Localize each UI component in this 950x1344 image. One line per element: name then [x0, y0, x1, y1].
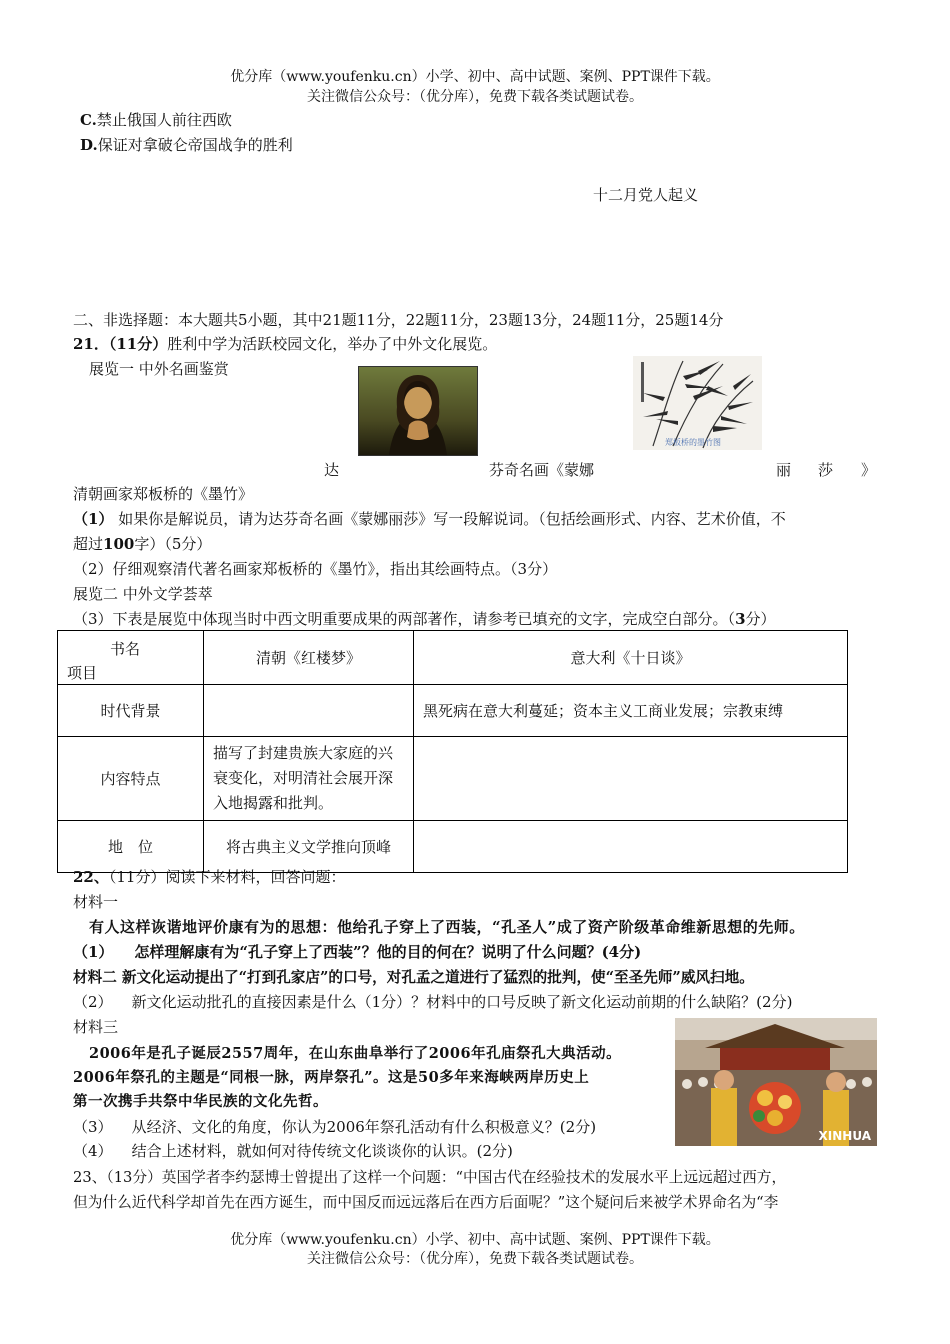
option-d — [80, 134, 293, 155]
q23-line2: 但为什么近代科学却首先在西方诞生，而中国反而远远落后在西方后面呢？”这个疑问后来被学术界命名为“李 — [73, 1194, 779, 1211]
row-cell-honglou: 描写了封建贵族大家庭的兴衰变化，对明清社会展开深入地揭露和批判。 — [204, 737, 414, 821]
q22-sub4-text: 结合上述材料，就如何对待传统文化谈谈你的认识。(2分) — [131, 1142, 513, 1160]
q21-sub1-cont-a: 超过 — [73, 535, 104, 553]
december-uprising-label: 十二月党人起义 — [593, 186, 699, 204]
q21-stem-text: 胜利中学为活跃校园文化，举办了中外文化展览。 — [167, 335, 498, 353]
page-footer-line2: 关注微信公众号：（优分库），免费下载各类试题试卷。 — [307, 1251, 643, 1267]
table-row — [58, 737, 848, 821]
row-label: 时代背景 — [58, 685, 204, 737]
q22-sub3-number: （3） — [73, 1118, 113, 1136]
row-cell-decameron: 黑死病在意大利蔓延；资本主义工商业发展；宗教束缚 — [414, 685, 848, 737]
q21-sub1-cont — [73, 533, 211, 554]
q21-sub1-number: （1） — [73, 510, 114, 528]
section-heading: 二、非选择题：本大题共5小题，其中21题11分，22题11分，23题13分，24题11分，25题14分 — [73, 311, 724, 329]
material-2-text: 材料二 新文化运动提出了“打到孔家店”的口号，对孔孟之道进行了猛烈的批判，使“至圣先师”威风扫地。 — [73, 969, 754, 986]
mona-lisa-image — [358, 366, 478, 456]
q21-number: 21． — [73, 335, 109, 353]
q21-sub1-text: 如果你是解说员，请为达芬奇名画《蒙娜丽莎》写一段解说词。（包括绘画形式、内容、艺术价值，不 — [118, 510, 786, 528]
caption-bamboo: 清朝画家郑板桥的《墨竹》 — [73, 485, 254, 503]
caption-li: 丽 — [776, 461, 792, 479]
header-decameron: 意大利《十日谈》 — [414, 631, 848, 685]
exhibition-1-title: 展览一 中外名画鉴赏 — [89, 360, 229, 378]
literature-table — [57, 630, 848, 873]
table-row — [58, 821, 848, 873]
corner-bottom-label: 项目 — [67, 663, 98, 682]
row-cell-honglou: 将古典主义文学推向顶峰 — [204, 821, 414, 873]
option-d-text: 保证对拿破仑帝国战争的胜利 — [97, 136, 293, 154]
q22-number: 22、 — [73, 868, 109, 886]
q22-sub4 — [73, 1140, 513, 1161]
q21-sub1 — [73, 508, 786, 529]
material-3-line3: 第一次携手共祭中华民族的文化先哲。 — [73, 1093, 328, 1110]
caption-da: 达 — [324, 461, 340, 479]
q21-sub1-cont-c: 字）（5分） — [134, 535, 212, 553]
q21-sub1-cont-b: 100 — [103, 535, 135, 553]
q22-sub2-text: 新文化运动批孔的直接因素是什么（1分）？材料中的口号反映了新文化运动前期的什么缺陷？(2分) — [131, 993, 793, 1011]
page-footer-line1: 优分库（www.youfenku.cn）小学、初中、高中试题、案例、PPT课件下载。 — [230, 1232, 720, 1248]
material-1-text: 有人这样诙谐地评价康有为的思想：他给孔子穿上了西装，“孔圣人”成了资产阶级革命维新思想的先师。 — [89, 918, 805, 936]
q22-sub3 — [73, 1116, 596, 1137]
exhibition-2-title: 展览二 中外文学荟萃 — [73, 585, 213, 603]
caption-end: 》 — [861, 461, 877, 479]
q22-heading-text: （11分）阅读下来材料，回答问题： — [108, 868, 346, 886]
row-cell-honglou — [204, 685, 414, 737]
row-cell-decameron — [414, 737, 848, 821]
bamboo-caption: 郑板桥的墨竹图 — [665, 438, 721, 447]
q21-stem — [73, 333, 497, 354]
q22-sub3-text: 从经济、文化的角度，你认为2006年祭孔活动有什么积极意义？(2分) — [131, 1118, 597, 1136]
q22-sub2 — [73, 991, 792, 1012]
option-c — [80, 109, 232, 130]
row-label: 地 位 — [58, 821, 204, 873]
q21-sub2: （2）仔细观察清代著名画家郑板桥的《墨竹》，指出其绘画特点。（3分） — [73, 560, 558, 578]
q22-sub1-number: （1） — [73, 943, 114, 961]
row-cell-decameron — [414, 821, 848, 873]
caption-mona-lisa: 芬奇名画《蒙娜 — [489, 461, 595, 479]
option-c-label: C. — [80, 111, 97, 129]
corner-top-label: 书名 — [110, 639, 141, 658]
option-d-label: D. — [80, 136, 98, 154]
page-header-line1: 优分库（www.youfenku.cn）小学、初中、高中试题、案例、PPT课件下载。 — [230, 69, 720, 85]
header-honglou: 清朝《红楼梦》 — [204, 631, 414, 685]
q22-sub2-number: （2） — [73, 993, 113, 1011]
q22-sub4-number: （4） — [73, 1142, 113, 1160]
material-3-line2: 2006年祭孔的主题是“同根一脉，两岸祭孔”。这是50多年来海峡两岸历史上 — [73, 1069, 590, 1086]
q21-score: （11分） — [108, 335, 168, 353]
confucius-ceremony-photo — [675, 1018, 877, 1146]
q21-sub3-b: 3 — [735, 610, 746, 628]
q21-sub3-c: 分） — [745, 610, 776, 628]
q21-sub3 — [73, 608, 776, 629]
ink-bamboo-image — [633, 356, 762, 450]
option-c-text: 禁止俄国人前往西欧 — [96, 111, 232, 129]
material-1-title: 材料一 — [73, 893, 119, 911]
photo-watermark: XINHUA — [818, 1129, 871, 1143]
row-label: 内容特点 — [58, 737, 204, 821]
table-corner-cell — [58, 631, 204, 685]
q22-sub1-text: 怎样理解康有为“孔子穿上了西装”？他的目的何在？说明了什么问题？(4分) — [134, 943, 642, 961]
q22-sub1 — [73, 941, 641, 962]
page-header-line2: 关注微信公众号：（优分库），免费下载各类试题试卷。 — [307, 89, 643, 105]
material-3-title: 材料三 — [73, 1018, 119, 1036]
caption-sha: 莎 — [818, 461, 834, 479]
table-row — [58, 685, 848, 737]
material-3-line1: 2006年是孔子诞辰2557周年，在山东曲阜举行了2006年孔庙祭孔大典活动。 — [89, 1045, 622, 1062]
q21-sub3-a: （3）下表是展览中体现当时中西文明重要成果的两部著作，请参考已填充的文字，完成空白部分。（ — [73, 610, 736, 628]
q23-line1: 23、（13分）英国学者李约瑟博士曾提出了这样一个问题：“中国古代在经验技术的发展水平上远远超过西方， — [73, 1169, 787, 1186]
q22-heading — [73, 866, 345, 887]
